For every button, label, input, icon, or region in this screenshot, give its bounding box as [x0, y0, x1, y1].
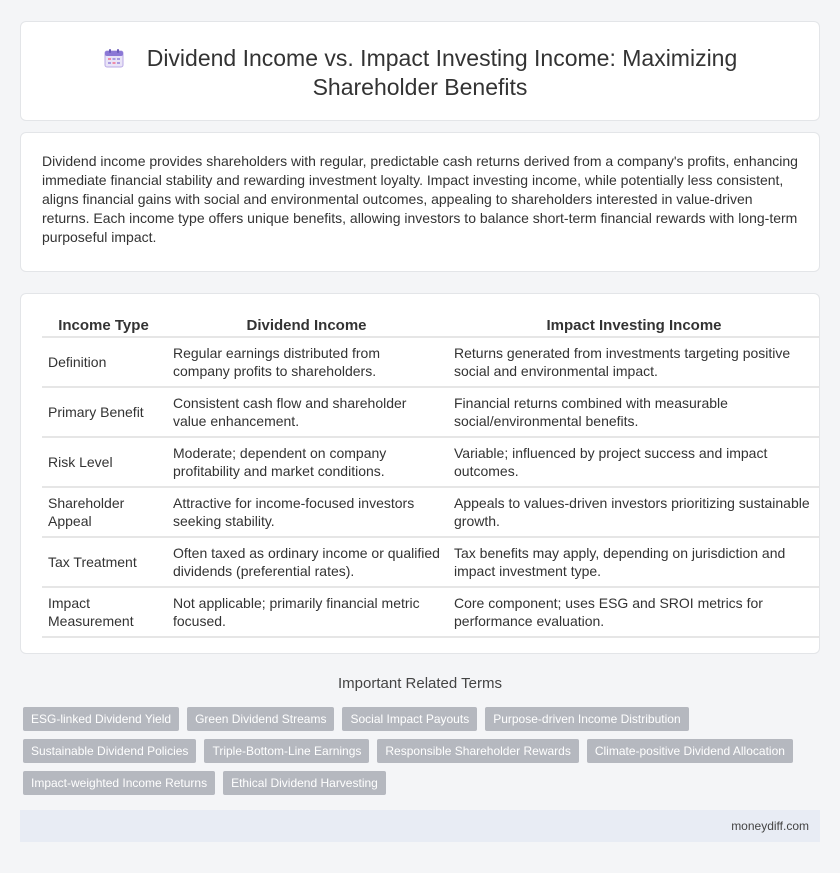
related-term-tag[interactable]: Sustainable Dividend Policies: [23, 739, 196, 763]
comparison-table-card: [20, 293, 820, 654]
related-term-tag[interactable]: Impact-weighted Income Returns: [23, 771, 215, 795]
related-term-tag[interactable]: Climate-positive Dividend Allocation: [587, 739, 793, 763]
related-term-tag[interactable]: Triple-Bottom-Line Earnings: [204, 739, 369, 763]
row-label: Impact Measurement: [42, 587, 166, 637]
title-line-1: Dividend Income vs. Impact Investing Income: Maximizing: [146, 45, 738, 71]
related-term-tag[interactable]: Responsible Shareholder Rewards: [377, 739, 578, 763]
impact-cell: Core component; uses ESG and SROI metrics for performance evaluation.: [447, 587, 820, 637]
dividend-cell: Often taxed as ordinary income or qualified dividends (preferential rates).: [166, 537, 447, 587]
table-row: [42, 437, 820, 487]
table-header-row: [42, 314, 820, 337]
impact-cell: Financial returns combined with measurable social/environmental benefits.: [447, 387, 820, 437]
related-term-tag[interactable]: Green Dividend Streams: [187, 707, 334, 731]
comparison-table: [42, 314, 820, 638]
related-term-tag[interactable]: Ethical Dividend Harvesting: [223, 771, 386, 795]
impact-cell: Variable; influenced by project success and impact outcomes.: [447, 437, 820, 487]
related-term-tag[interactable]: Social Impact Payouts: [342, 707, 477, 731]
dividend-cell: Attractive for income-focused investors seeking stability.: [166, 487, 447, 537]
header-income-type: Income Type: [42, 314, 166, 337]
dividend-cell: Not applicable; primarily financial metric focused.: [166, 587, 447, 637]
dividend-cell: Moderate; dependent on company profitability and market conditions.: [166, 437, 447, 487]
impact-cell: Appeals to values-driven investors prioritizing sustainable growth.: [447, 487, 820, 537]
intro-card: [20, 132, 820, 272]
row-label: Definition: [42, 337, 166, 387]
impact-cell: Tax benefits may apply, depending on jurisdiction and impact investment type.: [447, 537, 820, 587]
intro-paragraph: Dividend income provides shareholders with regular, predictable cash returns derived from a company's profits, enhancing immediate financial stability and rewarding investment loyalty. Impact investing income, while potentially less consistent, aligns financial gains with social and environmental outcomes, appealing to shareholders interested in value-driven returns. Each income type offers unique benefits, allowing investors to balance short-term financial rewards with long-term purposeful impact.: [42, 153, 798, 245]
footer-site-link[interactable]: moneydiff.com: [731, 819, 809, 833]
header-dividend-income: Dividend Income: [166, 314, 447, 337]
calendar-icon: [103, 47, 125, 69]
dividend-cell: Consistent cash flow and shareholder value enhancement.: [166, 387, 447, 437]
related-terms-title: Important Related Terms: [338, 675, 502, 692]
table-row: [42, 487, 820, 537]
row-label: Risk Level: [42, 437, 166, 487]
page-title: [21, 44, 819, 102]
header-impact-investing-income: Impact Investing Income: [447, 314, 820, 337]
related-term-tag[interactable]: Purpose-driven Income Distribution: [485, 707, 688, 731]
header-card: [20, 21, 820, 121]
impact-cell: Returns generated from investments targeting positive social and environmental impact.: [447, 337, 820, 387]
row-label: Shareholder Appeal: [42, 487, 166, 537]
table-row: [42, 587, 820, 637]
table-row: [42, 337, 820, 387]
table-row: [42, 537, 820, 587]
table-row: [42, 387, 820, 437]
footer-bar: [20, 810, 820, 842]
row-label: Primary Benefit: [42, 387, 166, 437]
row-label: Tax Treatment: [42, 537, 166, 587]
title-line-2: Shareholder Benefits: [312, 74, 528, 100]
dividend-cell: Regular earnings distributed from company profits to shareholders.: [166, 337, 447, 387]
related-terms-tags: [23, 707, 813, 803]
related-term-tag[interactable]: ESG-linked Dividend Yield: [23, 707, 179, 731]
